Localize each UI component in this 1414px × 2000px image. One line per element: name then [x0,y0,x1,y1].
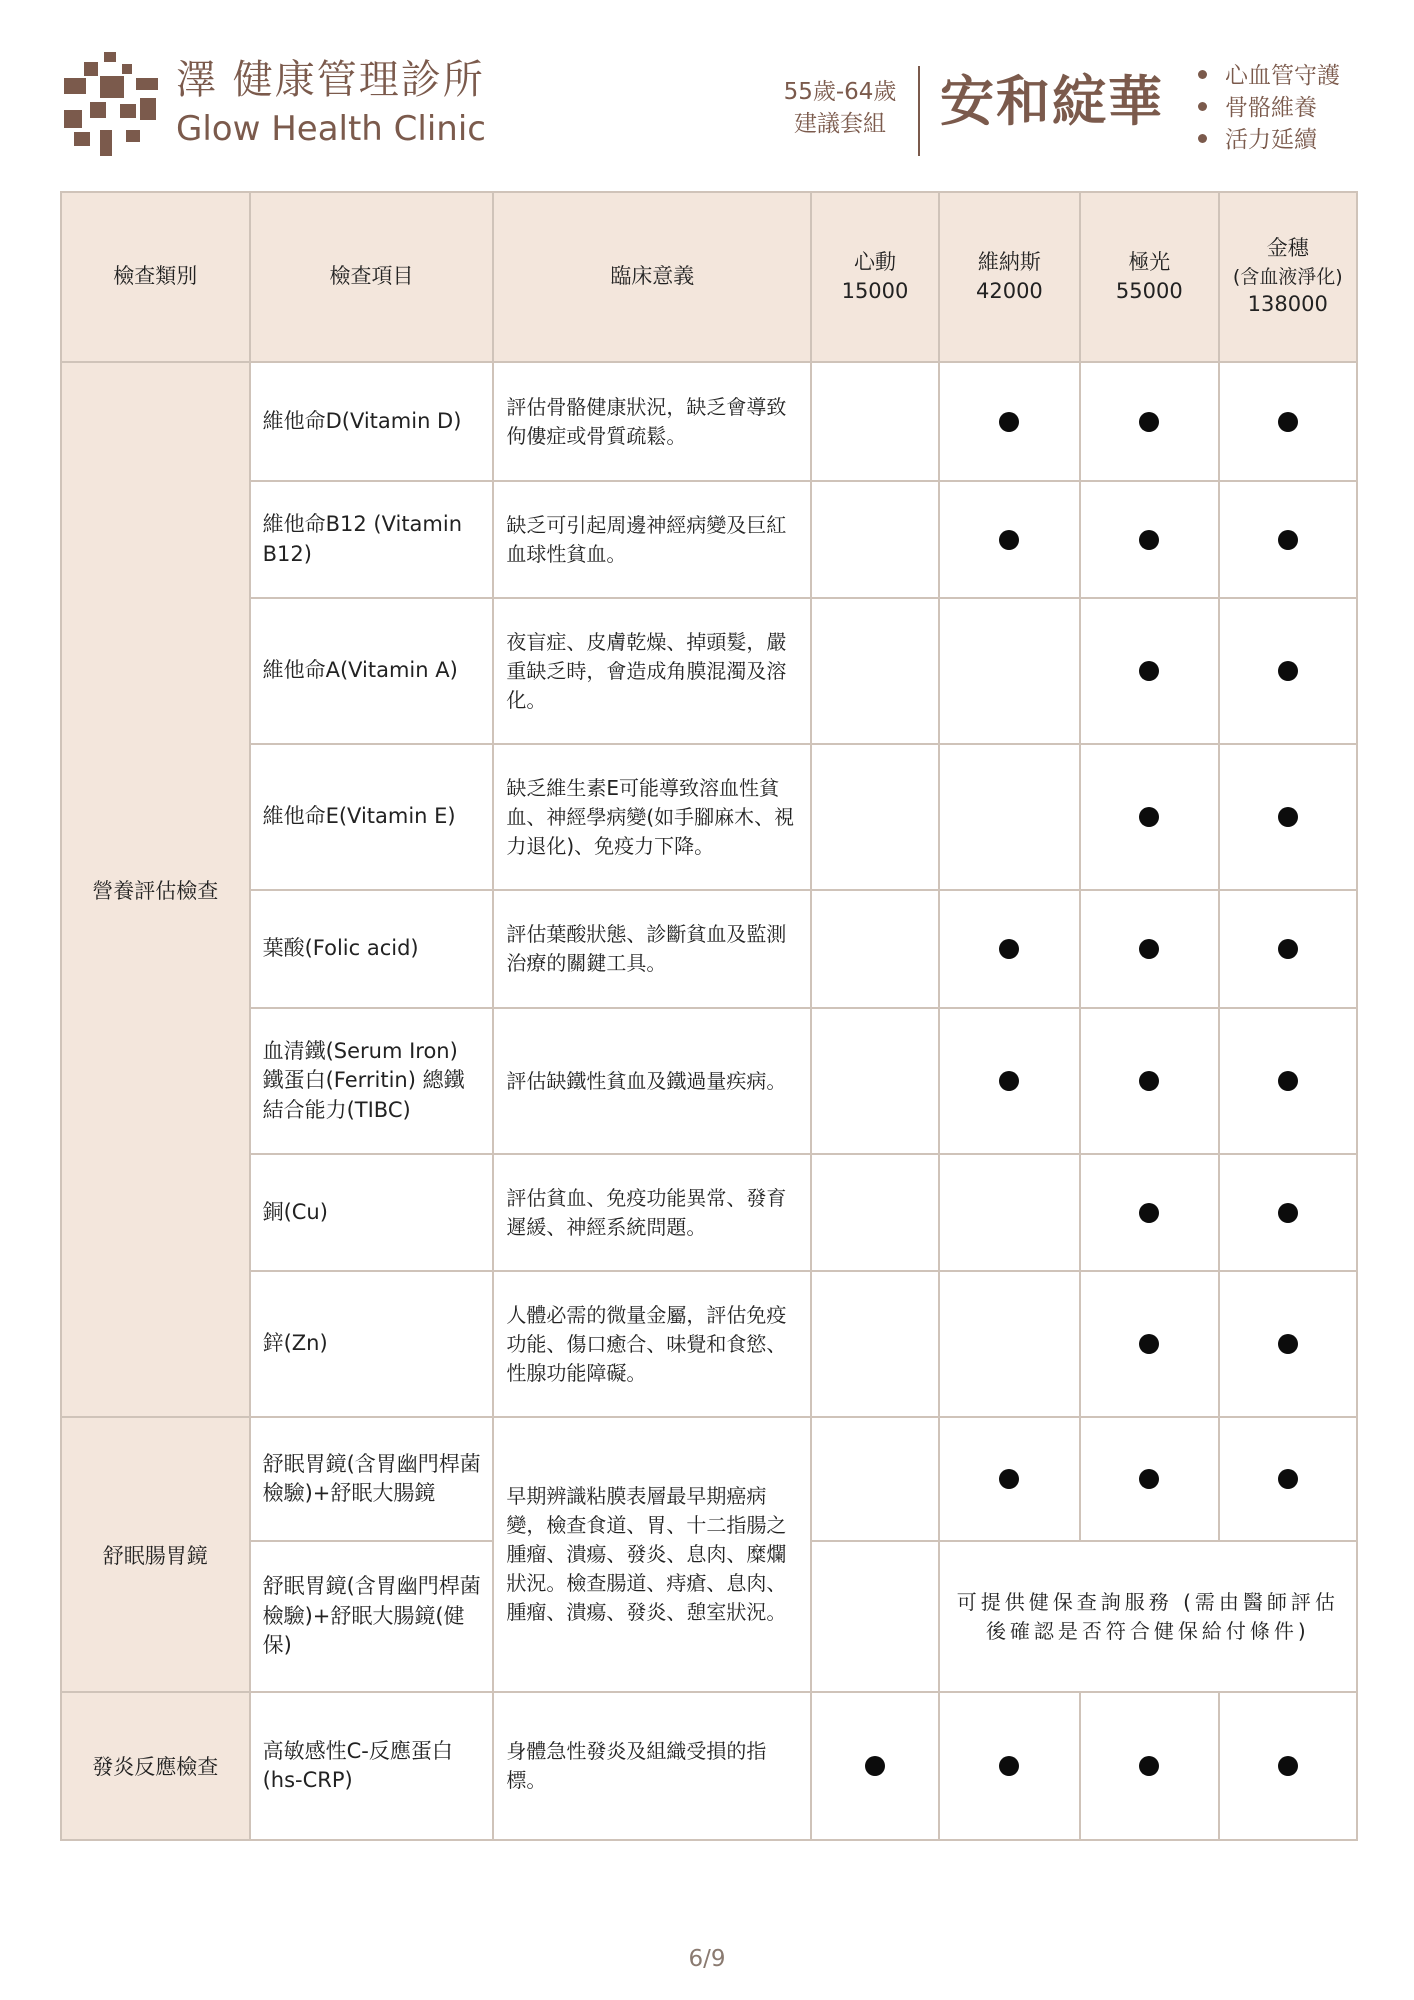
table-row [61,481,1357,598]
page-header [0,0,1414,180]
included-dot-icon [1278,807,1298,827]
mark-cell [1080,481,1218,598]
included-dot-icon [1278,1203,1298,1223]
exam-item: 維他命A(Vitamin A) [250,598,494,744]
highlight-item: 活力延續 [1198,124,1340,156]
mark-cell [1219,362,1357,481]
mark-cell [811,1271,938,1417]
mark-cell [1219,890,1357,1008]
clinical-meaning: 評估缺鐵性貧血及鐵過量疾病。 [493,1008,811,1154]
mark-cell [1080,1271,1218,1417]
clinical-meaning: 人體必需的微量金屬，評估免疫功能、傷口癒合、味覺和食慾、性腺功能障礙。 [493,1271,811,1417]
header-plan-venus: 維納斯 42000 [939,192,1080,362]
exam-item: 葉酸(Folic acid) [250,890,494,1008]
clinical-meaning: 身體急性發炎及組織受損的指標。 [493,1692,811,1840]
header-plan-xindong: 心動 15000 [811,192,938,362]
mark-cell [811,481,938,598]
table-row [61,1154,1357,1271]
mark-cell [1080,1008,1218,1154]
mark-cell [1219,1154,1357,1271]
exam-item: 舒眠胃鏡(含胃幽門桿菌檢驗)+舒眠大腸鏡 [250,1417,494,1541]
mark-cell [1080,890,1218,1008]
table-header-row [61,192,1357,362]
mark-cell [1219,1692,1357,1840]
highlight-item: 心血管守護 [1198,60,1340,92]
mark-cell [811,362,938,481]
header-plan-aurora: 極光 55000 [1080,192,1218,362]
header-plan-goldensui: 金穗 (含血液淨化) 138000 [1219,192,1357,362]
included-dot-icon [1278,661,1298,681]
category-inflammation: 發炎反應檢查 [61,1692,250,1840]
mark-cell [1080,598,1218,744]
exam-item: 維他命D(Vitamin D) [250,362,494,481]
mark-cell [811,1417,938,1541]
mark-cell [939,1271,1080,1417]
bullet-dot-icon [1198,70,1207,79]
header-divider [918,66,920,156]
exam-item: 舒眠胃鏡(含胃幽門桿菌檢驗)+舒眠大腸鏡(健保) [250,1541,494,1692]
category-nutrition: 營養評估檢查 [61,362,250,1417]
included-dot-icon [1278,1334,1298,1354]
clinical-meaning: 缺乏可引起周邊神經病變及巨紅血球性貧血。 [493,481,811,598]
mark-cell [1080,1154,1218,1271]
clinical-meaning: 評估骨骼健康狀況，缺乏會導致佝僂症或骨質疏鬆。 [493,362,811,481]
included-dot-icon [1278,1071,1298,1091]
clinical-meaning: 評估貧血、免疫功能異常、發育遲緩、神經系統問題。 [493,1154,811,1271]
mark-cell [1219,598,1357,744]
mark-cell [1219,1008,1357,1154]
clinical-meaning: 評估葉酸狀態、診斷貧血及監測治療的關鍵工具。 [493,890,811,1008]
bullet-dot-icon [1198,134,1207,143]
mark-cell [1219,744,1357,890]
table-row [61,362,1357,481]
clinic-name-en: Glow Health Clinic [176,109,486,149]
exam-item: 維他命E(Vitamin E) [250,744,494,890]
exam-item: 高敏感性C-反應蛋白(hs-CRP) [250,1692,494,1840]
mark-cell [811,1692,938,1840]
included-dot-icon [999,1071,1019,1091]
table-row [61,890,1357,1008]
included-dot-icon [1139,1071,1159,1091]
mark-cell [939,481,1080,598]
mark-cell [939,362,1080,481]
included-dot-icon [1139,530,1159,550]
mark-cell [1080,744,1218,890]
category-endoscopy: 舒眠腸胃鏡 [61,1417,250,1692]
mark-cell [811,1541,938,1692]
exam-table [60,191,1358,1841]
included-dot-icon [999,1469,1019,1489]
included-dot-icon [999,939,1019,959]
included-dot-icon [999,530,1019,550]
mark-cell [811,1008,938,1154]
included-dot-icon [1139,1203,1159,1223]
clinic-logo-icon [64,52,160,156]
clinical-meaning: 早期辨識粘膜表層最早期癌病變，檢查食道、胃、十二指腸之腫瘤、潰瘍、發炎、息肉、糜爛狀況。檢查腸道、痔瘡、息肉、腫瘤、潰瘍、發炎、憩室狀況。 [493,1417,811,1692]
included-dot-icon [865,1756,885,1776]
included-dot-icon [1139,1469,1159,1489]
mark-cell [939,598,1080,744]
page-number: 6/9 [688,1946,726,1972]
mark-cell [811,598,938,744]
table-row [61,598,1357,744]
mark-cell [811,1154,938,1271]
included-dot-icon [999,412,1019,432]
nhi-note: 可提供健保查詢服務 (需由醫師評估後確認是否符合健保給付條件) [939,1541,1357,1692]
mark-cell [811,890,938,1008]
age-range: 55歲-64歲 [783,79,897,105]
header-meaning: 臨床意義 [493,192,811,362]
mark-cell [939,1692,1080,1840]
included-dot-icon [1278,1756,1298,1776]
mark-cell [939,1417,1080,1541]
mark-cell [1219,1417,1357,1541]
mark-cell [939,1008,1080,1154]
included-dot-icon [1139,807,1159,827]
age-package-label [770,76,910,140]
included-dot-icon [1139,412,1159,432]
table-body [61,362,1357,1840]
mark-cell [1080,1692,1218,1840]
mark-cell [939,890,1080,1008]
table-row [61,1417,1357,1541]
bullet-dot-icon [1198,102,1207,111]
clinical-meaning: 缺乏維生素E可能導致溶血性貧血、神經學病變(如手腳麻木、視力退化)、免疫力下降。 [493,744,811,890]
plan-title: 安和綻華 [940,70,1164,133]
clinic-name-zh: 澤 健康管理診所 [176,57,485,103]
included-dot-icon [1278,939,1298,959]
table-row [61,1008,1357,1154]
exam-item: 維他命B12 (Vitamin B12) [250,481,494,598]
included-dot-icon [1139,661,1159,681]
package-type: 建議套組 [794,111,886,138]
plan-highlights [1198,60,1340,156]
included-dot-icon [1278,412,1298,432]
header-item: 檢查項目 [250,192,494,362]
table-row [61,744,1357,890]
mark-cell [1219,481,1357,598]
mark-cell [1219,1271,1357,1417]
table-row [61,1692,1357,1840]
mark-cell [939,1154,1080,1271]
clinical-meaning: 夜盲症、皮膚乾燥、掉頭髮，嚴重缺乏時，會造成角膜混濁及溶化。 [493,598,811,744]
included-dot-icon [1278,530,1298,550]
highlight-item: 骨骼維養 [1198,92,1340,124]
included-dot-icon [1278,1469,1298,1489]
table-row [61,1271,1357,1417]
exam-item: 鋅(Zn) [250,1271,494,1417]
mark-cell [811,744,938,890]
header-category: 檢查類別 [61,192,250,362]
exam-item: 銅(Cu) [250,1154,494,1271]
mark-cell [1080,362,1218,481]
included-dot-icon [1139,939,1159,959]
exam-item: 血清鐵(Serum Iron) 鐵蛋白(Ferritin) 總鐵結合能力(TIBC) [250,1008,494,1154]
included-dot-icon [999,1756,1019,1776]
mark-cell [939,744,1080,890]
included-dot-icon [1139,1334,1159,1354]
included-dot-icon [1139,1756,1159,1776]
mark-cell [1080,1417,1218,1541]
